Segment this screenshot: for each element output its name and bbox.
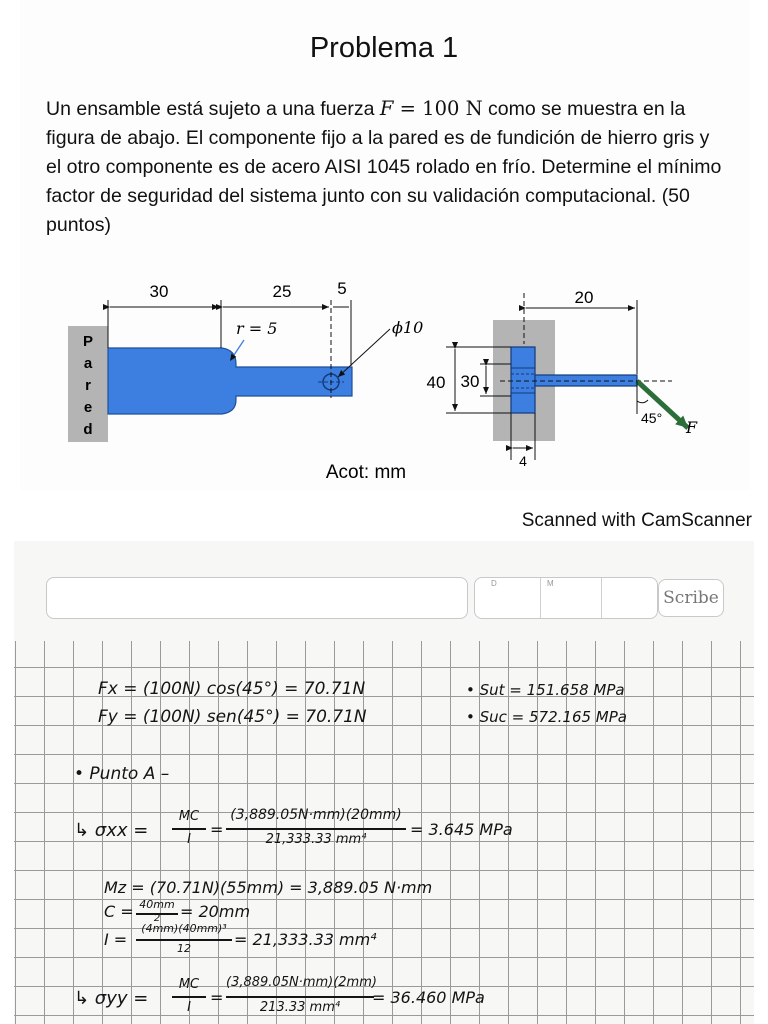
suc-value: • Suc = 572.165 MPa xyxy=(466,708,627,726)
camscanner-watermark: Scanned with CamScanner xyxy=(521,510,752,531)
sigma-yy-i: I xyxy=(187,1000,191,1015)
sigma-xx-result: = 3.645 MPa xyxy=(410,820,513,839)
base-plate-front xyxy=(511,347,535,413)
problem-statement xyxy=(46,94,726,240)
assembly-figure xyxy=(0,270,768,485)
fy-equation: Fy = (100N) sen(45°) = 70.71N xyxy=(98,707,367,727)
wall-letter-a: a xyxy=(83,355,93,372)
force-label: F xyxy=(686,418,698,437)
i-lhs: I = xyxy=(104,930,128,949)
notebook-header xyxy=(14,541,754,641)
sigma-yy-denominator: 213.33 mm⁴ xyxy=(259,1000,341,1015)
statement-text-2: como se muestra en la figura de abajo. El componente fijo a la pared es de fundición de hierro gris y el otro componente es de acero AISI 1045 rolado en frío. Determine el mínimo factor de seguridad del sistema junto con su validación computacional. (50 puntos) xyxy=(46,98,722,236)
sigma-yy-lhs: ↳ σyy = xyxy=(74,988,149,1009)
c-lhs: C = xyxy=(104,902,134,921)
dim-30b-label: 30 xyxy=(460,372,480,391)
wall-letter-d: d xyxy=(83,421,93,438)
fx-equation: Fx = (100N) cos(45°) = 70.71N xyxy=(98,679,366,699)
wall-letter-e: e xyxy=(83,399,93,416)
wall-letter-r: r xyxy=(85,377,91,394)
force-symbol: F xyxy=(379,97,394,120)
scribe-logo: Scribe xyxy=(658,579,724,617)
dim-30-label: 30 xyxy=(149,282,169,301)
stepped-bar-side-view xyxy=(108,348,352,414)
sigma-xx-lhs: ↳ σxx = xyxy=(74,820,149,841)
dim-5-label: 5 xyxy=(337,279,347,298)
i-denominator: 12 xyxy=(177,942,191,955)
sigma-xx-mc: MC xyxy=(178,809,200,824)
date-label-d: D xyxy=(491,579,497,588)
c-denominator: 2 xyxy=(153,913,161,924)
sigma-yy-result: = 36.460 MPa xyxy=(372,988,485,1007)
angle-label: 45° xyxy=(641,410,663,426)
dim-25-label: 25 xyxy=(272,282,292,301)
c-result: = 20mm xyxy=(180,902,251,921)
header-field-blank xyxy=(46,577,468,619)
sigma-xx-denominator: 21,333.33 mm⁴ xyxy=(265,832,367,847)
radius-label: r = 5 xyxy=(236,319,278,338)
wall-letter-p: P xyxy=(82,333,94,350)
sigma-yy-mc: MC xyxy=(178,977,200,992)
equals-sign: = xyxy=(393,97,423,120)
punto-a-heading: • Punto A – xyxy=(74,764,170,784)
dim-4-label: 4 xyxy=(519,453,527,469)
notebook-page xyxy=(14,541,754,1024)
date-field xyxy=(474,577,658,619)
statement-text-1: Un ensamble está sujeto a una fuerza xyxy=(46,98,380,120)
dim-20-label: 20 xyxy=(574,288,594,307)
force-value: 100 N xyxy=(422,97,483,120)
problem-title: Problema 1 xyxy=(309,32,459,64)
equals-sign-xx: = xyxy=(210,820,224,839)
sigma-xx-i: I xyxy=(187,832,191,847)
sigma-xx-numerator: (3,889.05N·mm)(20mm) xyxy=(230,807,402,823)
date-label-m: M xyxy=(547,579,554,588)
sut-value: • Sut = 151.658 MPa xyxy=(466,681,625,699)
sigma-yy-numerator: (3,889.05N·mm)(2mm) xyxy=(226,975,377,990)
equals-sign-yy: = xyxy=(210,988,224,1007)
i-result: = 21,333.33 mm⁴ xyxy=(234,930,377,949)
c-numerator: 40mm xyxy=(139,898,175,911)
moment-mz: Mz = (70.71N)(55mm) = 3,889.05 N·mm xyxy=(104,878,433,897)
i-numerator: (4mm)(40mm)³ xyxy=(141,922,227,935)
dim-40-label: 40 xyxy=(426,373,446,392)
diameter-label: ϕ10 xyxy=(392,318,424,337)
figure-caption: Acot: mm xyxy=(325,462,407,483)
